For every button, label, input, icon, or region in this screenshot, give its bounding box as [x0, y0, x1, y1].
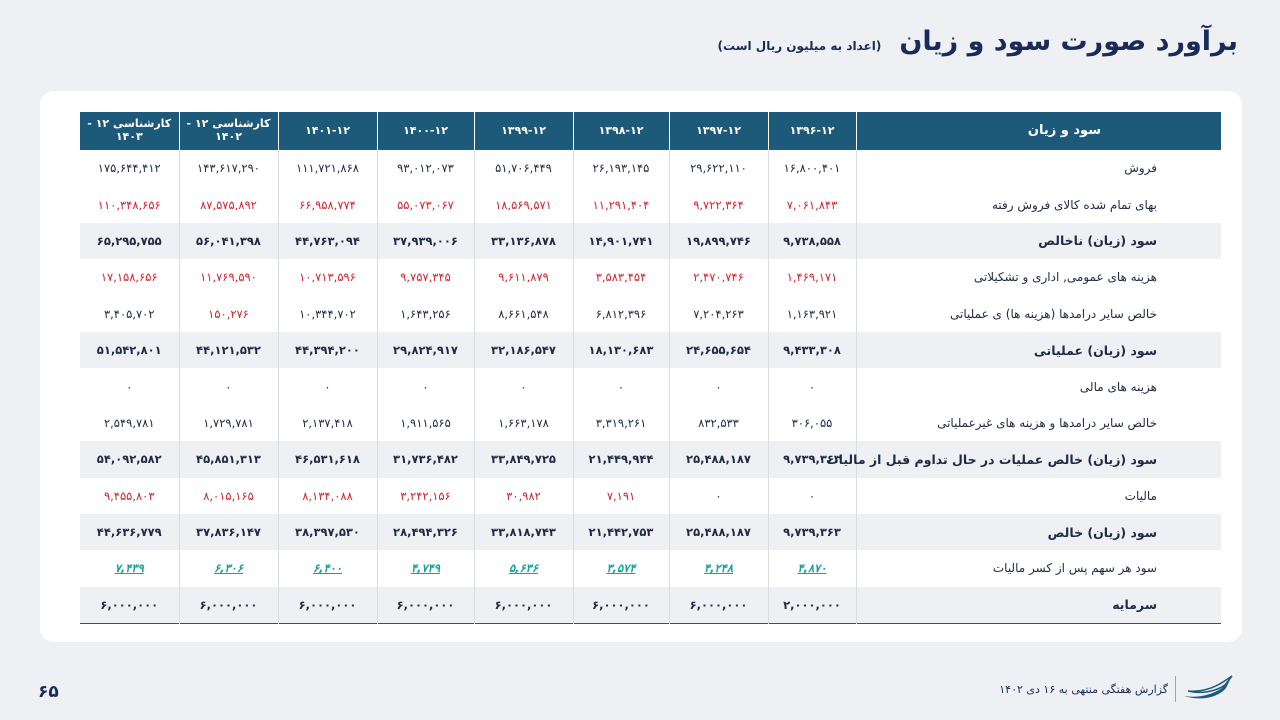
table-cell — [573, 550, 669, 586]
table-cell: ۰ — [669, 368, 768, 404]
table-cell: ۲۱,۴۴۹,۹۴۴ — [573, 441, 669, 477]
table-cell — [573, 478, 669, 514]
cell-value: ۳,۲۴۲,۱۵۶ — [400, 488, 451, 503]
table-row — [80, 150, 1221, 186]
cell-value: ۹,۴۵۵,۸۰۳ — [103, 488, 155, 503]
page-title: برآورد صورت سود و زیان — [899, 26, 1238, 57]
table-cell: ۱۱۱,۷۲۱,۸۶۸ — [278, 150, 377, 186]
table-cell — [474, 259, 573, 295]
table-cell: ۵۱,۵۴۲,۸۰۱ — [80, 332, 179, 368]
table-cell: ۳,۳۱۹,۲۶۱ — [573, 405, 669, 441]
table-cell: ۶,۰۰۰,۰۰۰ — [278, 587, 377, 623]
table-cell: ۱۶,۸۰۰,۴۰۱ — [768, 150, 856, 186]
cell-value: ۶,۳۰۶ — [213, 561, 244, 576]
table-row — [80, 478, 1221, 514]
table-cell: ۳۳,۸۱۸,۷۴۳ — [474, 514, 573, 550]
income-statement-table — [80, 112, 1221, 624]
cell-value: ۵۵,۰۷۳,۰۶۷ — [397, 197, 454, 212]
table-cell: ۴۴,۷۶۳,۰۹۴ — [278, 223, 377, 259]
table-cell — [80, 478, 179, 514]
row-label: خالص سایر درامدها و هزینه های غیرعملیاتی — [856, 405, 1221, 441]
table-row — [80, 186, 1221, 222]
cell-value: ۹,۶۱۱,۸۷۹ — [498, 270, 549, 285]
table-cell: ۲۱,۴۴۲,۷۵۳ — [573, 514, 669, 550]
table-cell — [377, 478, 474, 514]
row-label: سرمایه — [856, 587, 1221, 623]
cell-value: ۵,۶۳۶ — [508, 561, 539, 576]
table-cell: ۹۳,۰۱۲,۰۷۳ — [377, 150, 474, 186]
table-cell: ۲,۵۴۹,۷۸۱ — [103, 415, 155, 430]
table-cell: ۶,۰۰۰,۰۰۰ — [179, 587, 278, 623]
table-cell — [179, 186, 278, 222]
table-cell: ۲۶,۱۹۳,۱۴۵ — [573, 150, 669, 186]
table-cell: ۹,۷۳۹,۳۶۳ — [768, 514, 856, 550]
table-row — [80, 223, 1221, 259]
table-cell: ۳۱,۷۳۶,۴۸۲ — [377, 441, 474, 477]
table-cell: ۱۰,۳۴۴,۷۰۲ — [278, 296, 377, 332]
table-cell: ۲۹,۸۲۴,۹۱۷ — [377, 332, 474, 368]
table-cell — [179, 478, 278, 514]
table-row — [80, 368, 1221, 404]
cell-value: ۹,۷۵۷,۳۴۵ — [400, 270, 451, 285]
cell-value: ۱,۴۶۹,۱۷۱ — [786, 270, 838, 285]
table-cell: ۶۵,۲۹۵,۷۵۵ — [80, 223, 179, 259]
cell-value: ۷,۴۳۹ — [114, 561, 144, 576]
table-cell: ۹,۴۳۳,۳۰۸ — [768, 332, 856, 368]
table-cell: ۰ — [669, 478, 768, 514]
table-row — [80, 259, 1221, 295]
cell-value: ۶,۴۰۰ — [312, 561, 343, 576]
row-label: هزینه های مالی — [856, 368, 1221, 404]
cell-value: ۷,۰۶۱,۸۴۳ — [786, 197, 838, 212]
table-cell — [80, 186, 179, 222]
table-cell: ۵۶,۰۴۱,۳۹۸ — [179, 223, 278, 259]
table-cell — [278, 259, 377, 295]
cell-value: ۱۵۰,۲۷۶ — [208, 306, 249, 321]
table-cell — [179, 259, 278, 295]
table-cell: ۱,۷۲۹,۷۸۱ — [179, 405, 278, 441]
table-cell: ۳۷,۹۳۹,۰۰۶ — [377, 223, 474, 259]
table-cell: ۰ — [573, 368, 669, 404]
table-cell: ۲۵,۴۸۸,۱۸۷ — [669, 441, 768, 477]
table-row — [80, 550, 1221, 586]
table-cell — [278, 186, 377, 222]
page-subtitle: (اعداد به میلیون ریال است) — [717, 39, 882, 53]
table-cell: ۳,۴۰۵,۷۰۲ — [103, 306, 155, 321]
table-cell — [768, 550, 856, 586]
row-label: سود هر سهم پس از کسر مالیات — [856, 550, 1221, 586]
table-cell: ۴۴,۳۹۴,۲۰۰ — [278, 332, 377, 368]
table-cell: ۲۴,۶۵۵,۶۵۴ — [669, 332, 768, 368]
row-label: سود (زیان) ناخالص — [856, 223, 1221, 259]
table-cell — [669, 550, 768, 586]
cell-value: ۱۱۰,۳۴۸,۶۵۶ — [97, 197, 161, 212]
row-label: بهای تمام شده کالای فروش رفته — [856, 186, 1221, 222]
cell-value: ۴,۲۴۸ — [703, 561, 734, 576]
table-cell: ۰ — [768, 368, 856, 404]
table-cell — [573, 259, 669, 295]
row-label: مالیات — [856, 478, 1221, 514]
table-cell: ۱۷۵,۶۴۴,۴۱۲ — [97, 161, 161, 176]
table-cell: ۶,۰۰۰,۰۰۰ — [377, 587, 474, 623]
table-cell: ۳۷,۸۳۶,۱۴۷ — [179, 514, 278, 550]
table-cell — [80, 550, 179, 586]
table-cell: ۱,۹۱۱,۵۶۵ — [377, 405, 474, 441]
table-cell: ۰ — [768, 478, 856, 514]
table-cell — [669, 186, 768, 222]
table-cell: ۰ — [278, 368, 377, 404]
table-row — [80, 441, 1221, 477]
cell-value: ۸۷,۵۷۵,۸۹۲ — [200, 197, 257, 212]
table-cell — [669, 259, 768, 295]
table-cell: ۰ — [377, 368, 474, 404]
table-cell: ۰ — [474, 368, 573, 404]
table-row — [80, 514, 1221, 550]
cell-value: ۹,۷۲۲,۳۶۴ — [693, 197, 744, 212]
cell-value: ۱۸,۵۶۹,۵۷۱ — [495, 197, 552, 212]
table-cell: ۱,۱۶۳,۹۲۱ — [768, 296, 856, 332]
table-cell: ۱,۶۶۳,۱۷۸ — [474, 405, 573, 441]
row-label: سود (زیان) خالص عملیات در حال تداوم قبل از مالیات — [856, 441, 1221, 477]
row-label: سود (زیان) خالص — [856, 514, 1221, 550]
table-row — [80, 405, 1221, 441]
table-cell: ۳۸,۳۹۷,۵۳۰ — [278, 514, 377, 550]
table-cell: ۳۳,۸۴۹,۷۲۵ — [474, 441, 573, 477]
row-label: فروش — [856, 150, 1221, 186]
footer-divider — [1175, 676, 1176, 702]
table-cell: ۰ — [126, 379, 133, 394]
table-cell: ۲,۱۳۷,۴۱۸ — [278, 405, 377, 441]
table-cell: ۴۵,۸۵۱,۳۱۳ — [179, 441, 278, 477]
table-cell: ۵۴,۰۹۲,۵۸۲ — [80, 441, 179, 477]
table-cell: ۶,۰۰۰,۰۰۰ — [474, 587, 573, 623]
cell-value: ۸,۱۳۴,۰۸۸ — [302, 488, 353, 503]
table-cell: ۸۳۲,۵۳۳ — [669, 405, 768, 441]
table-cell: ۴۴,۱۲۱,۵۳۲ — [179, 332, 278, 368]
table-row — [80, 332, 1221, 368]
table-cell: ۹,۷۳۹,۳۶۳ — [768, 441, 856, 477]
table-cell — [278, 550, 377, 586]
year-column-header: کارشناسی ۱۲ - ۱۴۰۲ — [179, 112, 278, 150]
cell-value: ۱۱,۷۶۹,۵۹۰ — [200, 270, 257, 285]
table-cell: ۴۴,۶۳۶,۷۷۹ — [80, 514, 179, 550]
row-label: سود (زیان) عملیاتی — [856, 332, 1221, 368]
table-cell — [768, 259, 856, 295]
cell-value: ۱۷,۱۵۸,۶۵۶ — [100, 270, 158, 285]
table-header-row — [80, 112, 1221, 150]
table-cell: ۹,۷۳۸,۵۵۸ — [768, 223, 856, 259]
table-cell: ۱۴,۹۰۱,۷۴۱ — [573, 223, 669, 259]
table-cell: ۴۶,۵۳۱,۶۱۸ — [278, 441, 377, 477]
cell-value: ۸,۰۱۵,۱۶۵ — [203, 488, 254, 503]
year-column-header: کارشناسی ۱۲ - ۱۴۰۳ — [80, 112, 179, 150]
table-card — [40, 91, 1242, 642]
table-cell: ۸,۶۶۱,۵۴۸ — [474, 296, 573, 332]
table-cell: ۱۹,۸۹۹,۷۴۶ — [669, 223, 768, 259]
title-row — [718, 26, 1238, 57]
table-cell: ۶,۰۰۰,۰۰۰ — [669, 587, 768, 623]
table-cell — [474, 478, 573, 514]
table-cell — [377, 259, 474, 295]
table-cell — [573, 186, 669, 222]
cell-value: ۶۶,۹۵۸,۷۷۴ — [299, 197, 356, 212]
cell-value: ۴,۷۴۹ — [410, 561, 441, 576]
table-cell: ۵۱,۷۰۶,۴۴۹ — [474, 150, 573, 186]
row-label: خالص سایر درامدها (هزینه ها) ی عملیاتی — [856, 296, 1221, 332]
table-cell — [179, 550, 278, 586]
table-cell: ۲۵,۴۸۸,۱۸۷ — [669, 514, 768, 550]
cell-value: ۲,۴۷۰,۷۴۶ — [693, 270, 744, 285]
table-cell: ۳۳,۱۳۶,۸۷۸ — [474, 223, 573, 259]
company-logo-icon — [1182, 674, 1234, 702]
table-cell — [377, 186, 474, 222]
table-cell — [278, 478, 377, 514]
table-cell: ۲۹,۶۲۲,۱۱۰ — [669, 150, 768, 186]
table-cell — [768, 186, 856, 222]
table-cell: ۱,۶۴۳,۲۵۶ — [377, 296, 474, 332]
row-label: هزینه های عمومی, اداری و تشکیلاتی — [856, 259, 1221, 295]
table-cell: ۳۰۶,۰۵۵ — [768, 405, 856, 441]
table-cell: ۲۸,۴۹۴,۳۲۶ — [377, 514, 474, 550]
cell-value: ۳۰,۹۸۲ — [506, 488, 541, 503]
year-column-header: ۱۳۹۸-۱۲ — [573, 112, 669, 150]
cell-value: ۳,۵۸۳,۴۵۴ — [595, 270, 647, 285]
table-row — [80, 296, 1221, 332]
table-cell — [377, 550, 474, 586]
report-label: گزارش هفتگی منتهی به ۱۶ دی ۱۴۰۲ — [999, 683, 1168, 696]
cell-value: ۱۱,۲۹۱,۴۰۴ — [592, 197, 650, 212]
label-column-header: سود و زیان — [856, 112, 1221, 150]
table-cell: ۲,۰۰۰,۰۰۰ — [768, 587, 856, 623]
year-column-header: ۱۳۹۹-۱۲ — [474, 112, 573, 150]
year-column-header: ۱۳۹۷-۱۲ — [669, 112, 768, 150]
cell-value: ۷,۱۹۱ — [606, 488, 636, 503]
page-number: ۶۵ — [38, 682, 59, 702]
table-cell: ۶,۸۱۲,۳۹۶ — [573, 296, 669, 332]
year-column-header: ۱۴۰۰-۱۲ — [377, 112, 474, 150]
year-column-header: ۱۴۰۱-۱۲ — [278, 112, 377, 150]
table-cell — [474, 186, 573, 222]
table-cell — [179, 296, 278, 332]
cell-value: ۳,۵۷۴ — [606, 561, 636, 576]
table-cell — [80, 259, 179, 295]
table-cell: ۱۸,۱۳۰,۶۸۳ — [573, 332, 669, 368]
table-cell: ۳۲,۱۸۶,۵۴۷ — [474, 332, 573, 368]
cell-value: ۱۰,۷۱۳,۵۹۶ — [299, 270, 356, 285]
table-cell — [474, 550, 573, 586]
year-column-header: ۱۳۹۶-۱۲ — [768, 112, 856, 150]
cell-value: ۴,۸۷۰ — [797, 561, 827, 576]
table-row — [80, 587, 1221, 623]
table-cell: ۶,۰۰۰,۰۰۰ — [80, 587, 179, 623]
table-cell: ۷,۲۰۴,۲۶۳ — [669, 296, 768, 332]
table-cell: ۶,۰۰۰,۰۰۰ — [573, 587, 669, 623]
table-cell: ۰ — [179, 368, 278, 404]
table-cell: ۱۴۳,۶۱۷,۲۹۰ — [179, 150, 278, 186]
